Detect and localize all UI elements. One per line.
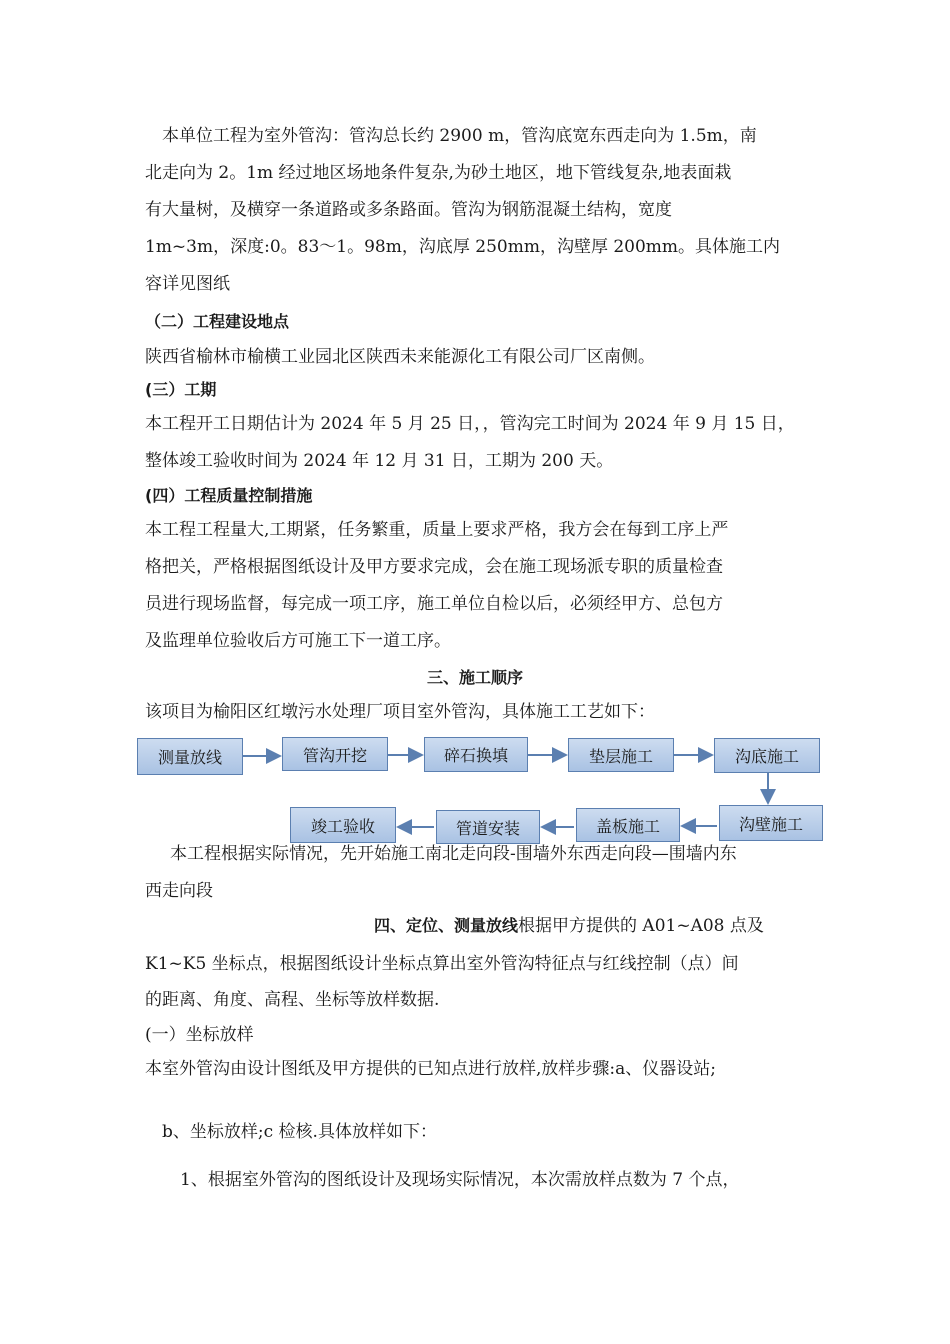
heading-sequence: 三、施工顺序 [426, 668, 523, 687]
intro-line-3: 有大量树，及横穿一条道路或多条路面。管沟为钢筋混凝土结构，宽度 [145, 200, 672, 220]
heading-quality: (四）工程质量控制措施 [145, 486, 313, 505]
flow-step-bottom: 沟底施工 [714, 738, 820, 773]
flow-step-cover: 盖板施工 [576, 808, 680, 842]
survey-heading-line [374, 914, 764, 938]
sequence-intro: 该项目为榆阳区红墩污水处理厂项目室外管沟，具体施工工艺如下： [145, 702, 655, 722]
survey-line-1: K1~K5 坐标点，根据图纸设计坐标点算出室外管沟特征点与红线控制（点）间 [145, 954, 739, 974]
quality-line-2: 格把关，严格根据图纸设计及甲方要求完成，会在施工现场派专职的质量检查 [145, 557, 723, 577]
flow-step-acceptance: 竣工验收 [290, 807, 396, 843]
survey-tail: 根据甲方提供的 A01~A08 点及 [518, 916, 764, 936]
flow-step-survey: 测量放线 [137, 738, 243, 775]
sequence-note-2: 西走向段 [145, 881, 213, 901]
heading-period: (三）工期 [145, 380, 217, 399]
site-text: 陕西省榆林市榆横工业园北区陕西未来能源化工有限公司厂区南侧。 [145, 347, 655, 367]
coord-line-1: 本室外管沟由设计图纸及甲方提供的已知点进行放样,放样步骤:a、仪器设站; [145, 1059, 716, 1079]
heading-coord: (一）坐标放样 [145, 1025, 254, 1045]
quality-line-4: 及监理单位验收后方可施工下一道工序。 [145, 631, 451, 651]
coord-line-2: b、坐标放样;c 检核.具体放样如下： [162, 1122, 437, 1142]
flow-step-excavation: 管沟开挖 [282, 737, 388, 771]
intro-line-1: 本单位工程为室外管沟：管沟总长约 2900 m，管沟底宽东西走向为 1.5m，南 [162, 126, 757, 146]
intro-line-5: 容详见图纸 [145, 274, 230, 294]
quality-line-3: 员进行现场监督，每完成一项工序，施工单位自检以后，必须经甲方、总包方 [145, 594, 723, 614]
heading-survey: 四、定位、测量放线 [374, 916, 519, 935]
quality-line-1: 本工程工程量大,工期紧，任务繁重，质量上要求严格，我方会在每到工序上严 [145, 520, 729, 540]
survey-line-2: 的距离、角度、高程、坐标等放样数据. [145, 990, 440, 1010]
flow-step-cushion: 垫层施工 [568, 738, 674, 772]
period-line-1: 本工程开工日期估计为 2024 年 5 月 25 日，，管沟完工时间为 2024 年 9 月 15 日， [145, 414, 795, 434]
flow-step-gravel: 碎石换填 [424, 737, 528, 772]
intro-line-2: 北走向为 2。1m 经过地区场地条件复杂,为砂土地区，地下管线复杂,地表面栽 [145, 163, 732, 183]
flow-step-pipe: 管道安装 [436, 810, 540, 844]
sequence-note-1: 本工程根据实际情况，先开始施工南北走向段-围墙外东西走向段—围墙内东 [170, 844, 737, 864]
coord-line-3: 1、根据室外管沟的图纸设计及现场实际情况，本次需放样点数为 7 个点， [180, 1170, 740, 1190]
period-line-2: 整体竣工验收时间为 2024 年 12 月 31 日，工期为 200 天。 [145, 451, 614, 471]
intro-line-4: 1m~3m，深度:0。83～1。98m，沟底厚 250mm，沟壁厚 200mm。具体施工内 [145, 237, 781, 257]
heading-site: （二）工程建设地点 [145, 312, 290, 331]
flow-step-wall: 沟壁施工 [719, 805, 823, 841]
